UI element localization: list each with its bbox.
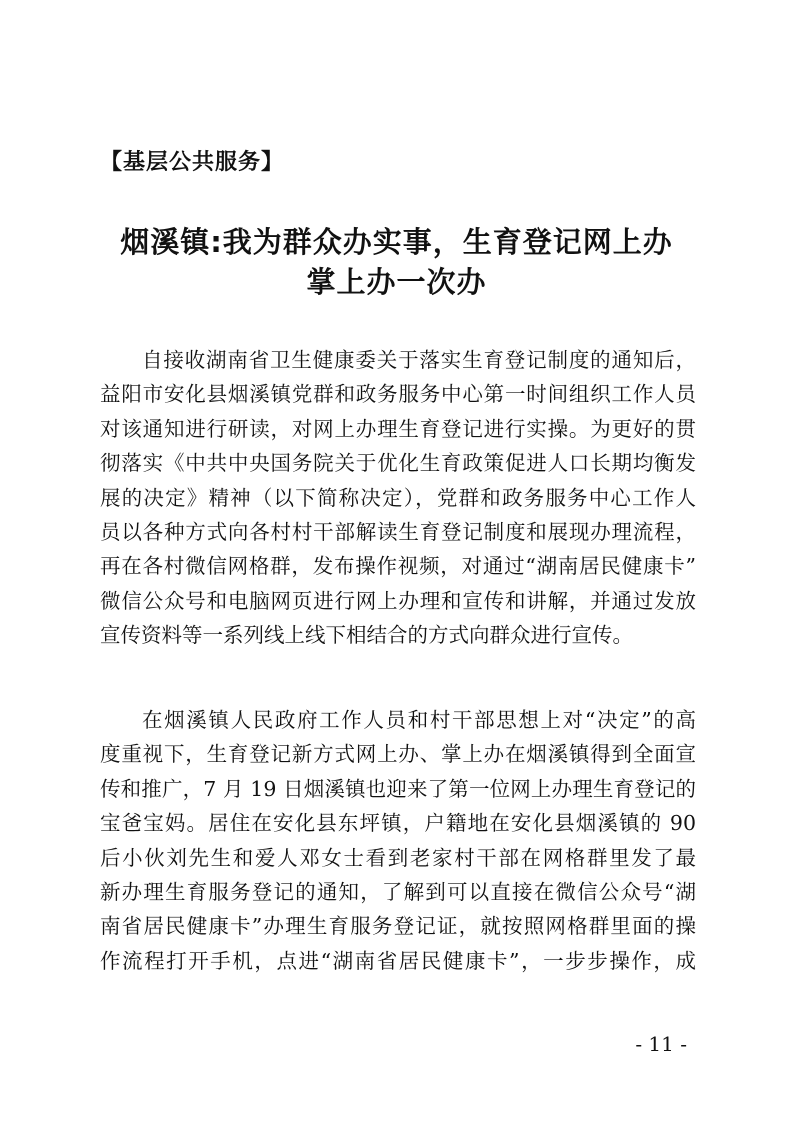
paragraph-line: 再在各村微信网格群，发布操作视频，对通过“湖南居民健康卡”	[100, 554, 696, 579]
paragraph-line: 展的决定》精神（以下简称决定），党群和政务服务中心工作人	[100, 485, 696, 510]
paragraph-line: 作流程打开手机，点进“湖南省居民健康卡”，一步步操作，成	[100, 948, 696, 973]
paragraph-2	[100, 703, 696, 978]
paragraph-line: 宝爸宝妈。居住在安化县东坪镇，户籍地在安化县烟溪镇的 90	[100, 811, 696, 836]
article-title-line-1: 烟溪镇:我为群众办实事，生育登记网上办	[120, 225, 673, 259]
paragraph-line: 后小伙刘先生和爱人邓女士看到老家村干部在网格群里发了最	[100, 845, 696, 870]
paragraph-line: 传和推广，7 月 19 日烟溪镇也迎来了第一位网上办理生育登记的	[100, 776, 696, 801]
paragraph-line: 南省居民健康卡”办理生育服务登记证，就按照网格群里面的操	[100, 914, 696, 939]
paragraph-line: 在烟溪镇人民政府工作人员和村干部思想上对“决定”的高	[142, 708, 696, 732]
paragraph-line: 彻落实《中共中央国务院关于优化生育政策促进人口长期均衡发	[100, 451, 696, 476]
page-number: - 11 -	[635, 1032, 687, 1056]
paragraph-line: 新办理生育服务登记的通知，了解到可以直接在微信公众号“湖	[100, 879, 696, 904]
paragraph-line: 度重视下，生育登记新方式网上办、掌上办在烟溪镇得到全面宣	[100, 742, 696, 767]
paragraph-line: 员以各种方式向各村村干部解读生育登记制度和展现办理流程，	[100, 519, 696, 544]
paragraph-line: 对该通知进行研读，对网上办理生育登记进行实操。为更好的贯	[100, 416, 696, 441]
section-tag: 【基层公共服务】	[100, 150, 285, 175]
paragraph-line: 益阳市安化县烟溪镇党群和政务服务中心第一时间组织工作人员	[100, 382, 696, 407]
paragraph-line: 宣传资料等一系列线上线下相结合的方式向群众进行宣传。	[100, 623, 633, 648]
paragraph-line: 微信公众号和电脑网页进行网上办理和宣传和讲解，并通过发放	[100, 588, 696, 613]
paragraph-1	[100, 343, 696, 653]
paragraph-line: 自接收湖南省卫生健康委关于落实生育登记制度的通知后，	[142, 348, 696, 372]
article-title-line-2: 掌上办一次办	[306, 265, 487, 299]
